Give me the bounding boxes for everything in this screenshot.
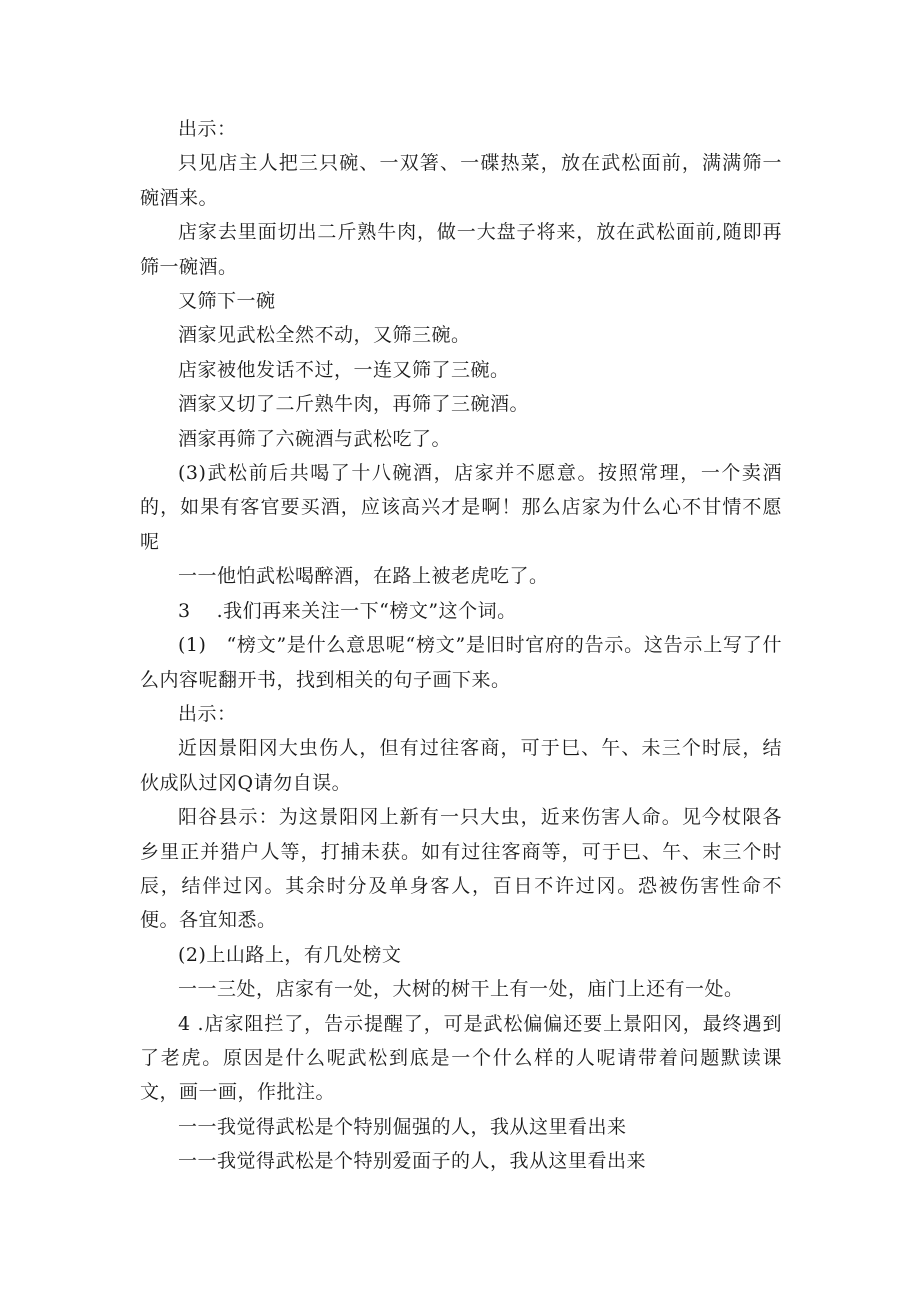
paragraph: 又筛下一碗: [178, 290, 276, 313]
paragraph: 一一三处，店家有一处，大树的树干上有一处，庙门上还有一处。: [178, 978, 744, 1001]
paragraph: 一一我觉得武松是个特别爱面子的人，我从这里看出来: [178, 1150, 647, 1173]
paragraph: (1) “榜文”是什么意思呢“榜文”是旧时官府的告示。这告示上写了什么内容呢翻开书，找到相关的句子画下来。: [140, 634, 782, 691]
paragraph: 4 .店家阻拦了，告示提醒了，可是武松偏偏还要上景阳冈，最终遇到了老虎。原因是什么呢武松到底是一个什么样的人呢请带着问题默读课文，画一画，作批注。: [140, 1012, 782, 1104]
paragraph: 出示：: [178, 702, 237, 725]
document-body: [140, 112, 782, 1179]
paragraph: 酒家再筛了六碗酒与武松吃了。: [178, 427, 452, 450]
paragraph: 一一他怕武松喝醉酒，在路上被老虎吃了。: [178, 565, 549, 588]
paragraph: 酒家见武松全然不动，又筛三碗。: [178, 324, 471, 347]
paragraph: 只见店主人把三只碗、一双箸、一碟热菜，放在武松面前，满满筛一碗酒来。: [140, 152, 782, 209]
paragraph: (2)上山路上，有几处榜文: [178, 943, 402, 966]
paragraph: 店家被他发话不过，一连又筛了三碗。: [178, 358, 510, 381]
paragraph: 店家去里面切出二斤熟牛肉，做一大盘子将来，放在武松面前,随即再筛一碗酒。: [140, 221, 782, 278]
paragraph: (3)武松前后共喝了十八碗酒，店家并不愿意。按照常理，一个卖酒的，如果有客官要买酒，应该高兴才是啊！那么店家为什么心不甘情不愿呢: [140, 462, 782, 553]
paragraph: 阳谷县示：为这景阳冈上新有一只大虫，近来伤害人命。见今杖限各乡里正并猎户人等，打捕未获。如有过往客商等，可于巳、午、末三个时辰，结伴过冈。其余时分及单身客人，百日不许过冈。恐被伤害性命不便。各宜知悉。: [140, 806, 782, 932]
paragraph: 一一我觉得武松是个特别倔强的人，我从这里看出来: [178, 1115, 627, 1138]
paragraph: 3 .我们再来关注一下“榜文”这个词。: [178, 599, 517, 622]
paragraph: 出示：: [178, 118, 237, 140]
paragraph: 酒家又切了二斤熟牛肉，再筛了三碗酒。: [178, 393, 530, 416]
paragraph: 近因景阳冈大虫伤人，但有过往客商，可于巳、午、未三个时辰，结伙成队过冈Q请勿自误。: [140, 737, 782, 794]
